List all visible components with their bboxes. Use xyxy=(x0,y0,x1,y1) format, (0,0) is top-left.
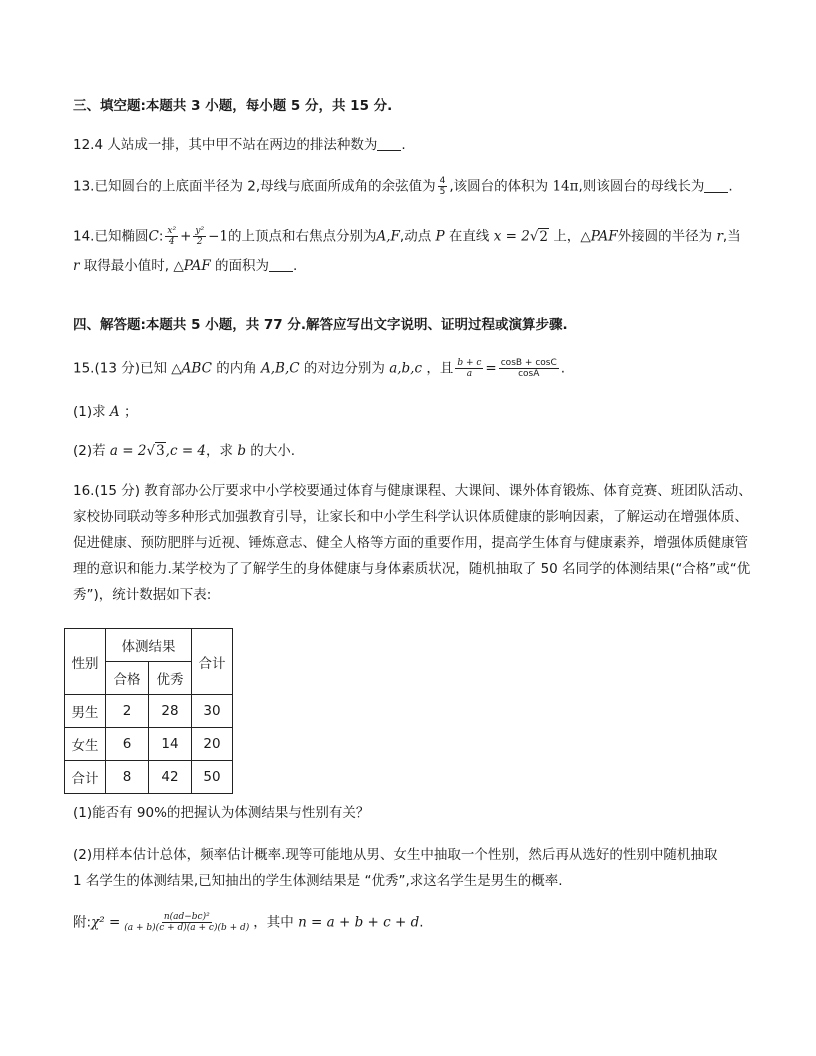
q14-text-9: 的面积为 xyxy=(215,258,269,274)
fraction-denominator: 2 xyxy=(196,237,203,247)
angles-abc: A,B,C xyxy=(261,360,300,377)
q14-text-1: 14.已知椭圆 xyxy=(73,228,149,245)
q16-part-2-line-2: 1 名学生的体测结果,已知抽出的学生体测结果是 “优秀”,求这名学生是男生的概率. xyxy=(73,873,563,889)
fraction-denominator: a xyxy=(466,369,473,379)
y-fraction xyxy=(193,226,206,247)
q15-tail: . xyxy=(560,360,566,377)
q15-part2-mid: ，求 xyxy=(206,443,234,459)
table-row xyxy=(65,761,233,794)
q13-tail: . xyxy=(728,178,733,195)
row-label: 合计 xyxy=(65,761,106,794)
q15-text-4: ，且 xyxy=(426,360,454,377)
q14-text-2: 的上顶点和右焦点分别为 xyxy=(228,228,377,245)
question-15 xyxy=(73,358,756,379)
fraction-numerator: b + c xyxy=(457,358,482,368)
q14-colon: : xyxy=(158,228,164,245)
fraction-denominator: 5 xyxy=(439,187,446,197)
ellipse-name: C xyxy=(148,228,159,245)
fraction-denominator: cosA xyxy=(518,369,540,379)
table-cell: 28 xyxy=(149,695,192,728)
q14-text-5: 上， xyxy=(553,228,581,245)
q15-part2-prefix: (2)若 xyxy=(73,443,106,459)
value-a: a = 2 xyxy=(109,443,147,459)
question-12 xyxy=(73,135,756,155)
row-header-gender: 性别 xyxy=(65,629,106,695)
table-cell: 50 xyxy=(192,761,233,794)
q14-text-7: ,当 xyxy=(722,228,741,245)
q14-text-8: 取得最小值时, xyxy=(83,258,170,274)
points-af: A,F xyxy=(376,228,400,245)
appendix-mid: ，其中 xyxy=(253,914,294,931)
q15-text-1: 15.(13 分)已知 xyxy=(73,360,167,377)
section4-heading: 四、解答题:本题共 5 小题，共 77 分.解答应写出文字说明、证明过程或演算步骤. xyxy=(73,317,568,333)
chi-square-fraction xyxy=(122,912,251,933)
lhs-fraction xyxy=(455,358,483,379)
radius-r: r xyxy=(73,258,80,274)
fraction-numerator: y² xyxy=(195,226,205,236)
table-cell: 42 xyxy=(149,761,192,794)
appendix-prefix: 附: xyxy=(73,914,92,931)
point-p: P xyxy=(435,228,445,245)
q13-text-3: ,则该圆台的母线长为 xyxy=(578,178,705,195)
equation-rest: −1 xyxy=(208,228,228,245)
group-header-fitness: 体测结果 xyxy=(106,629,192,662)
sqrt-radicand: 2 xyxy=(539,228,549,245)
table-cell: 2 xyxy=(106,695,149,728)
q15-part1-tail: ； xyxy=(123,404,138,420)
q16-appendix xyxy=(73,912,756,933)
triangle-abc: △ABC xyxy=(171,360,212,377)
question-16-paragraph: 16.(15 分) 教育部办公厅要求中小学校要通过体育与健康课程、大课间、课外体育锻炼、体育竞赛、班团队活动、家校协同联动等多种形式加强教育引导，让家长和中小学生科学认识体质健康的影响因素，了解运动在增强体质、促进健康、预防肥胖与近视、锤炼意志、健全人格等方面的重要作用，提高学生体育与健康素养，增强体质健康管理的意识和能力.某学校为了了解学生的身体健康与身体素质状况，随机抽取了 50 名同学的体测结果(“合格”或“优秀”)，统计数据如下表: xyxy=(73,483,752,603)
fraction-numerator: 4 xyxy=(439,176,446,186)
fraction-numerator: cosB + cosC xyxy=(500,358,557,368)
fraction-numerator: x² xyxy=(167,226,177,236)
q15-text-2: 的内角 xyxy=(216,360,257,377)
q14-text-6: 外接圆的半径为 xyxy=(617,228,713,245)
answer-blank xyxy=(269,257,293,272)
triangle-paf: △PAF xyxy=(580,228,618,245)
table-cell: 20 xyxy=(192,728,233,761)
line-equation: x = 2 xyxy=(493,228,530,245)
fraction-numerator: n(ad−bc)² xyxy=(163,912,210,922)
q15-part-2: (2)若 a = 2√3,c = 4，求 b 的大小. xyxy=(73,443,296,459)
question-13 xyxy=(73,176,756,197)
q12-tail: . xyxy=(401,137,406,153)
q14-tail: . xyxy=(293,258,298,274)
q12-text: 12.4 人站成一排，其中甲不站在两边的排法种数为 xyxy=(73,137,378,153)
question-14-line-2 xyxy=(73,256,756,276)
section3-heading: 三、填空题:本题共 3 小题，每小题 5 分，共 15 分. xyxy=(73,98,393,114)
x-fraction xyxy=(165,226,178,247)
col-header-pass: 合格 xyxy=(106,662,149,695)
row-label: 男生 xyxy=(65,695,106,728)
table-cell: 30 xyxy=(192,695,233,728)
q15-part-1 xyxy=(73,402,756,422)
value-c: ,c = 4 xyxy=(165,443,207,459)
q14-text-4: 在直线 xyxy=(448,228,490,245)
question-14-line-1: 14.已知椭圆C: $\frac{\text{x²}}{4}$ + $\frac{\text{y²}}{2}$ −1的上顶点和右焦点分别为A,F,动点 P 在直线 x = 2√2 上，△PAF外接圆的半径为 r,当 xyxy=(73,226,741,247)
table-cell: 14 xyxy=(149,728,192,761)
q13-text-1: 13.已知圆台的上底面半径为 2,母线与底面所成角的余弦值为 xyxy=(73,178,436,195)
q14-text-3: ,动点 xyxy=(399,228,432,245)
answer-blank xyxy=(377,136,401,151)
table-row xyxy=(65,728,233,761)
col-header-total: 合计 xyxy=(192,629,233,695)
radius-r: r xyxy=(716,228,723,245)
triangle-paf: △PAF xyxy=(173,258,211,274)
sqrt-radicand: 3 xyxy=(156,443,165,459)
rhs-fraction xyxy=(499,358,559,379)
equals-sign: = xyxy=(485,360,497,377)
q13-cosine-fraction xyxy=(438,176,448,197)
chi-square-lhs: χ² = xyxy=(91,914,121,931)
q15-text-3: 的对边分别为 xyxy=(303,360,385,377)
answer-blank xyxy=(704,178,728,193)
q16-part-2-line-1: (2)用样本估计总体，频率估计概率.现等可能地从男、女生中抽取一个性别，然后再从选好的性别中随机抽取 xyxy=(73,847,718,863)
plus-sign: + xyxy=(180,228,192,245)
col-header-excellent: 优秀 xyxy=(149,662,192,695)
appendix-tail: . xyxy=(419,914,424,931)
q15-part2-tail: 的大小. xyxy=(250,443,296,459)
angle-a: A xyxy=(109,404,120,420)
value-b: b xyxy=(237,443,246,459)
fitness-result-table xyxy=(64,628,233,794)
fraction-denominator: 4 xyxy=(168,237,175,247)
q15-part1-prefix: (1)求 xyxy=(73,404,106,420)
row-label: 女生 xyxy=(65,728,106,761)
table-row xyxy=(65,695,233,728)
sides-abc: a,b,c xyxy=(389,360,423,377)
table-cell: 6 xyxy=(106,728,149,761)
n-formula: n = a + b + c + d xyxy=(298,914,420,931)
q16-part-1: (1)能否有 90%的把握认为体测结果与性别有关？ xyxy=(73,805,370,821)
q13-volume: 14π xyxy=(552,178,579,195)
q13-text-2: ,该圆台的体积为 xyxy=(449,178,549,195)
fraction-denominator: (a + b)(c + d)(a + c)(b + d) xyxy=(124,923,250,933)
table-cell: 8 xyxy=(106,761,149,794)
